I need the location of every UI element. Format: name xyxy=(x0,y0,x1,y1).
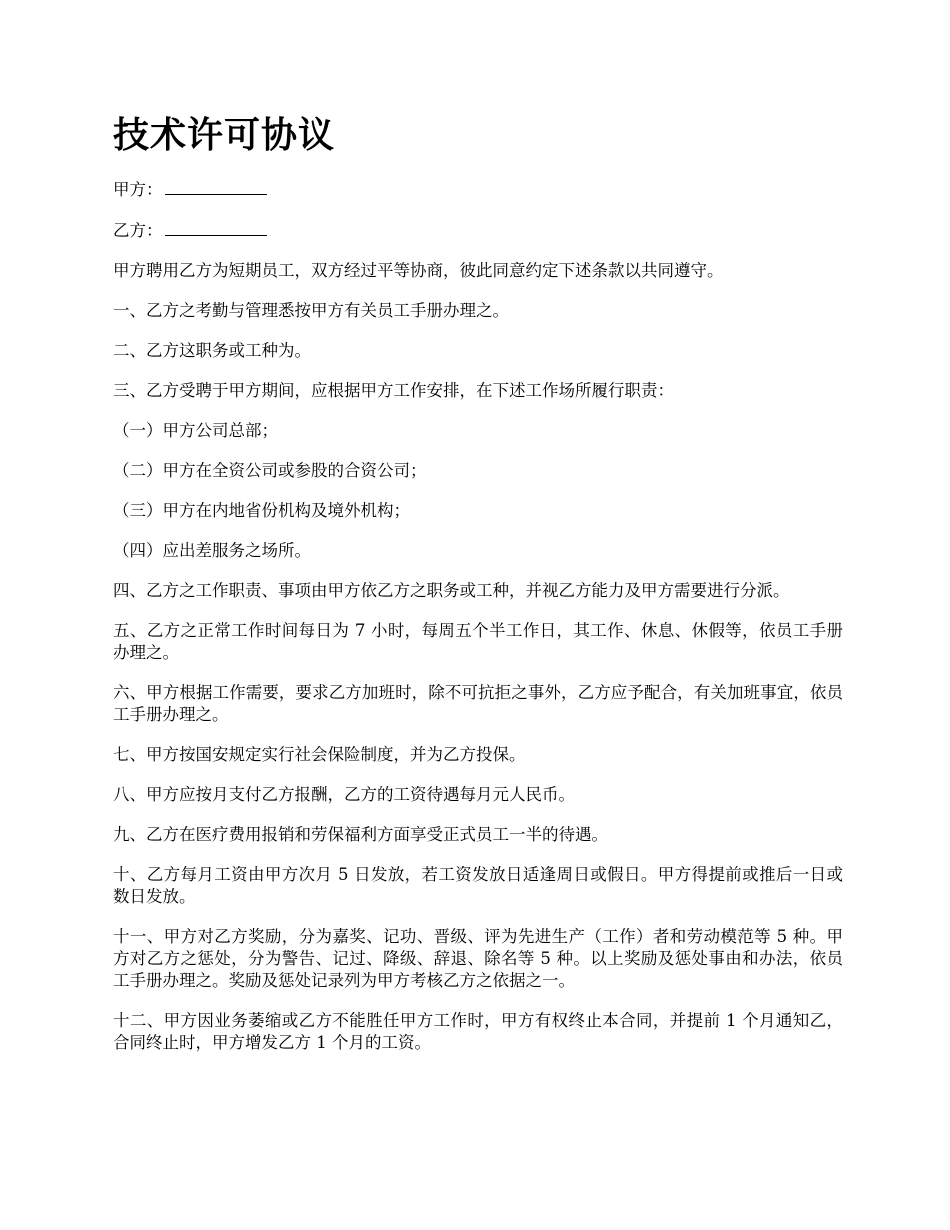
clause-5: 五、乙方之正常工作时间每日为 7 小时，每周五个半工作日，其工作、休息、休假等，依员工手册办理之。 xyxy=(113,621,843,662)
clause-4: 四、乙方之工作职责、事项由甲方依乙方之职务或工种，并视乙方能力及甲方需要进行分派。 xyxy=(113,581,790,600)
clause-3-item-2: （二）甲方在全资公司或参股的合资公司； xyxy=(113,461,427,480)
party-a-blank xyxy=(165,178,267,195)
clause-12: 十二、甲方因业务萎缩或乙方不能胜任甲方工作时，甲方有权终止本合同，并提前 1 个月通知乙，合同终止时，甲方增发乙方 1 个月的工资。 xyxy=(113,1011,843,1052)
clause-7: 七、甲方按国安规定实行社会保险制度，并为乙方投保。 xyxy=(113,745,526,764)
clause-2: 二、乙方这职务或工种为。 xyxy=(113,341,311,360)
party-b-line xyxy=(113,219,843,242)
clause-8: 八、甲方应按月支付乙方报酬，乙方的工资待遇每月元人民币。 xyxy=(113,785,575,804)
clause-3-item-4: （四）应出差服务之场所。 xyxy=(113,541,311,560)
clause-3-item-3: （三）甲方在内地省份机构及境外机构； xyxy=(113,501,410,520)
clause-9: 九、乙方在医疗费用报销和劳保福利方面享受正式员工一半的待遇。 xyxy=(113,825,608,844)
clause-3: 三、乙方受聘于甲方期间，应根据甲方工作安排，在下述工作场所履行职责： xyxy=(113,381,674,400)
document-page xyxy=(113,108,843,1072)
clause-3-item-1: （一）甲方公司总部； xyxy=(113,421,278,440)
clause-10: 十、乙方每月工资由甲方次月 5 日发放，若工资发放日适逢周日或假日。甲方得提前或推后一日或数日发放。 xyxy=(113,865,843,906)
clause-6: 六、甲方根据工作需要，要求乙方加班时，除不可抗拒之事外，乙方应予配合，有关加班事宜，依员工手册办理之。 xyxy=(113,683,843,724)
party-b-label: 乙方： xyxy=(113,221,163,240)
clause-1: 一、乙方之考勤与管理悉按甲方有关员工手册办理之。 xyxy=(113,301,509,320)
clause-11: 十一、甲方对乙方奖励，分为嘉奖、记功、晋级、评为先进生产（工作）者和劳动模范等 5 种。甲方对乙方之惩处，分为警告、记过、降级、辞退、除名等 5 种。以上奖励及惩处事由和办法，依员工手册办理之。奖励及惩处记录列为甲方考核乙方之依据之一。 xyxy=(113,927,843,990)
party-a-label: 甲方： xyxy=(113,180,163,199)
party-b-blank xyxy=(165,219,267,236)
party-a-line xyxy=(113,178,843,201)
document-title: 技术许可协议 xyxy=(113,115,336,156)
intro-paragraph: 甲方聘用乙方为短期员工，双方经过平等协商，彼此同意约定下述条款以共同遵守。 xyxy=(113,261,724,280)
